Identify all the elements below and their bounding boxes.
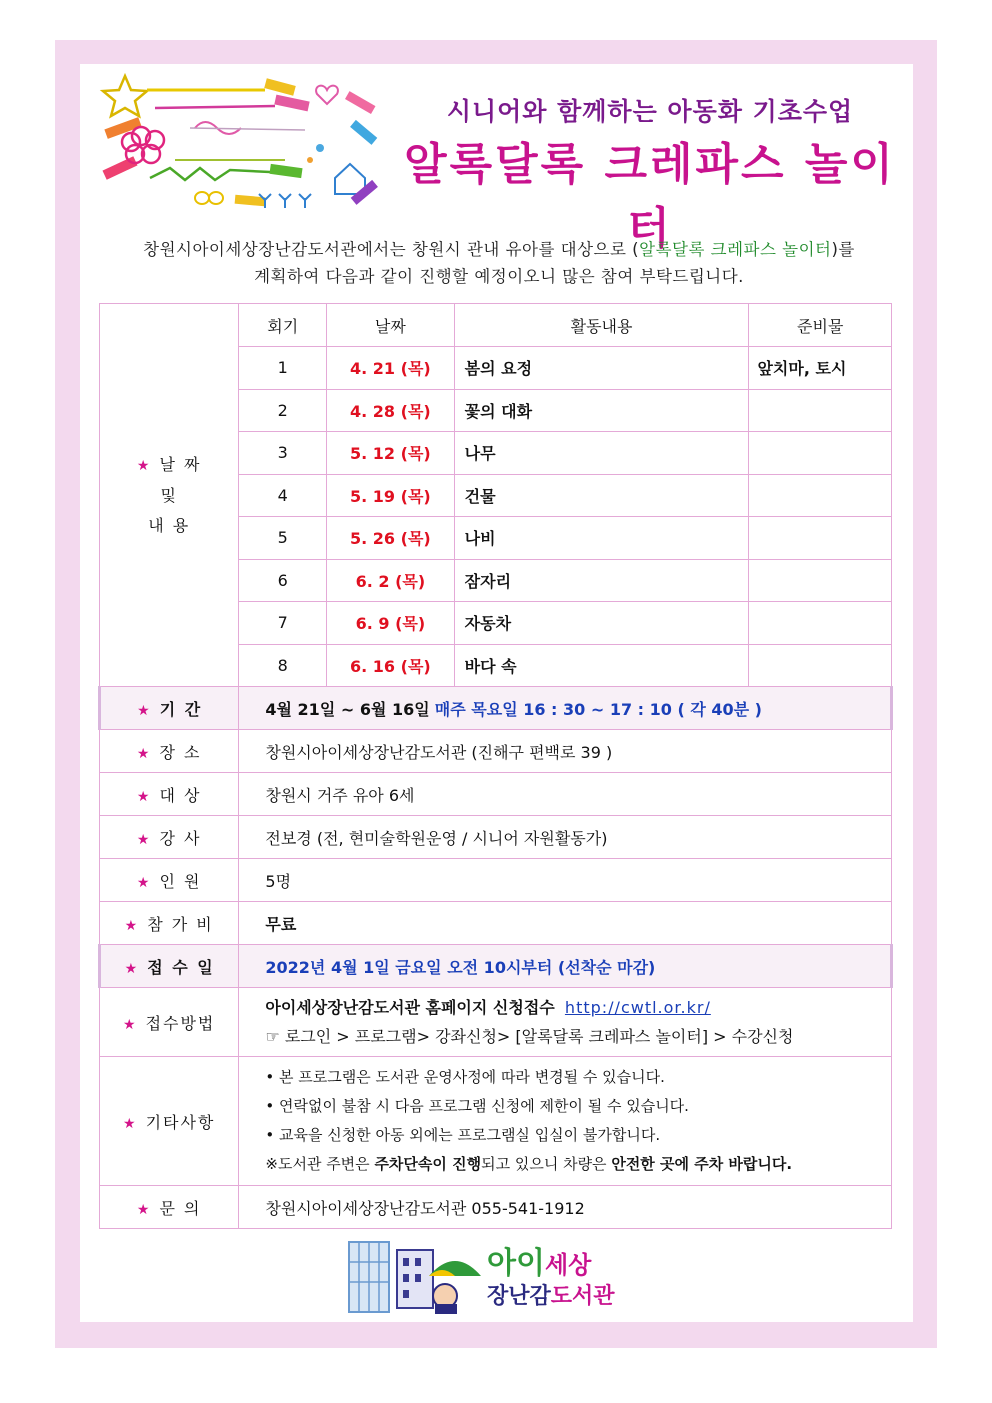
schedule-label-line1: 날 짜 (159, 454, 202, 474)
logo-text-library: 도서관 (550, 1284, 615, 1309)
method-label-cell (100, 988, 239, 1057)
list-item: • 연락없이 불참 시 다음 프로그램 신청에 제한이 될 수 있습니다. (265, 1097, 689, 1115)
target-label-cell (100, 773, 239, 816)
program-info-table (98, 303, 893, 1229)
capacity-label-cell (100, 859, 239, 902)
session-number: 5 (239, 517, 327, 560)
period-time: 매주 목요일 16 : 30 ~ 17 : 10 ( 각 40분 ) (434, 699, 762, 719)
star-icon: ★ (136, 745, 152, 762)
session-prep (749, 389, 892, 432)
parking-text-b: 주차단속이 진행 (374, 1155, 482, 1173)
star-icon: ★ (136, 831, 152, 848)
session-prep (749, 644, 892, 687)
star-icon: ★ (136, 874, 152, 891)
session-number: 6 (239, 559, 327, 602)
list-item: • 본 프로그램은 도서관 운영사정에 따라 변경될 수 있습니다. (265, 1068, 665, 1086)
fee-value: 무료 (239, 902, 892, 945)
schedule-label-cell (100, 304, 239, 687)
session-activity: 자동차 (454, 602, 749, 645)
session-activity: 봄의 요정 (454, 347, 749, 390)
method-line1: 아이세상장난감도서관 홈페이지 신청접수 (265, 998, 555, 1017)
session-date: 5. 12 (목) (327, 432, 455, 475)
session-activity: 꽃의 대화 (454, 389, 749, 432)
session-prep (749, 517, 892, 560)
method-line2: ☞ 로그인 > 프로그램> 강좌신청> [알록달록 크레파스 놀이터] > 수강신청 (265, 1027, 794, 1046)
instructor-value: 전보경 (전, 현미술학원운영 / 시니어 자원활동가) (239, 816, 892, 859)
reception-label: 접 수 일 (147, 957, 215, 977)
notes-value-cell (239, 1057, 892, 1186)
session-activity: 바다 속 (454, 644, 749, 687)
session-number: 8 (239, 644, 327, 687)
list-item: • 교육을 신청한 아동 외에는 프로그램실 입실이 불가합니다. (265, 1126, 661, 1144)
place-value: 창원시아이세상장난감도서관 (진해구 편백로 39 ) (239, 730, 892, 773)
logo-wordmark-top (487, 1238, 591, 1282)
intro-text-line2: 계획하여 다음과 같이 진행할 예정이오니 많은 참여 부탁드립니다. (254, 267, 744, 286)
period-row (100, 687, 892, 730)
session-number: 4 (239, 474, 327, 517)
instructor-row (100, 816, 892, 859)
method-row (100, 988, 892, 1057)
contact-row (100, 1186, 892, 1229)
star-icon: ★ (123, 1115, 138, 1132)
place-label: 장 소 (159, 742, 202, 762)
header-prep: 준비물 (749, 304, 892, 347)
star-icon: ★ (137, 702, 152, 719)
notes-label-cell (100, 1057, 239, 1186)
parking-text-a: ※도서관 주변은 (265, 1155, 375, 1173)
header-activity: 활동내용 (454, 304, 749, 347)
header-date: 날짜 (327, 304, 455, 347)
session-prep (749, 602, 892, 645)
contact-label-cell (100, 1186, 239, 1229)
session-prep: 앞치마, 토시 (749, 347, 892, 390)
parking-text-d: 안전한 곳에 주차 바랍니다. (611, 1155, 793, 1173)
intro-paragraph (100, 236, 898, 290)
period-label: 기 간 (159, 699, 203, 719)
session-date: 6. 2 (목) (327, 559, 455, 602)
fee-row (100, 902, 892, 945)
method-label: 접수방법 (145, 1013, 216, 1033)
session-number: 3 (239, 432, 327, 475)
capacity-label: 인 원 (159, 871, 202, 891)
session-activity: 잠자리 (454, 559, 749, 602)
reception-label-cell (100, 945, 239, 988)
session-date: 5. 26 (목) (327, 517, 455, 560)
method-value-cell (239, 988, 892, 1057)
session-activity: 건물 (454, 474, 749, 517)
session-activity: 나무 (454, 432, 749, 475)
place-label-cell (100, 730, 239, 773)
intro-text-start: 창원시아이세상장난감도서관에서는 창원시 관내 유아를 대상으로 ( (143, 240, 640, 259)
instructor-label-cell (100, 816, 239, 859)
intro-program-name: 알록달록 크레파스 놀이터 (639, 240, 832, 259)
capacity-row (100, 859, 892, 902)
session-date: 4. 21 (목) (327, 347, 455, 390)
parking-text-c: 되고 있으니 차량은 (481, 1155, 612, 1173)
instructor-label: 강 사 (159, 828, 202, 848)
star-icon: ★ (124, 917, 140, 934)
logo-text-sesang: 세상 (544, 1251, 592, 1279)
session-prep (749, 474, 892, 517)
target-row (100, 773, 892, 816)
target-value: 창원시 거주 유아 6세 (239, 773, 892, 816)
period-label-cell (100, 687, 239, 730)
logo-wordmark-bottom (487, 1279, 615, 1310)
poster-subtitle: 시니어와 함께하는 아동화 기초수업 (446, 97, 854, 126)
period-value-cell (239, 687, 892, 730)
header-session: 회기 (239, 304, 327, 347)
reception-value: 2022년 4월 1일 금요일 오전 10시부터 (선착순 마감) (239, 945, 892, 988)
place-row (100, 730, 892, 773)
session-date: 5. 19 (목) (327, 474, 455, 517)
star-icon: ★ (136, 457, 152, 474)
schedule-label-line2: 및 (160, 485, 178, 505)
contact-value: 창원시아이세상장난감도서관 055-541-1912 (239, 1186, 892, 1229)
intro-text-end: )를 (831, 240, 855, 259)
session-number: 1 (239, 347, 327, 390)
session-number: 2 (239, 389, 327, 432)
capacity-value: 5명 (239, 859, 892, 902)
crayon-banner-illustration (95, 68, 380, 216)
homepage-link[interactable]: http://cwtl.or.kr/ (564, 998, 711, 1017)
target-label: 대 상 (159, 785, 202, 805)
notes-row (100, 1057, 892, 1186)
period-dates: 4월 21일 ~ 6월 16일 (265, 699, 430, 719)
session-date: 4. 28 (목) (327, 389, 455, 432)
logo-text-toy: 장난감 (487, 1284, 551, 1309)
star-icon: ★ (136, 788, 152, 805)
poster-title: 알록달록 크레파스 놀이터 (404, 139, 896, 254)
session-prep (749, 559, 892, 602)
session-prep (749, 432, 892, 475)
fee-label: 참 가 비 (147, 914, 214, 934)
notes-label: 기타사항 (145, 1112, 216, 1132)
session-number: 7 (239, 602, 327, 645)
fee-label-cell (100, 902, 239, 945)
schedule-header-row (100, 304, 892, 347)
star-icon: ★ (124, 960, 140, 977)
schedule-label-line3: 내 용 (148, 515, 191, 535)
session-activity: 나비 (454, 517, 749, 560)
star-icon: ★ (123, 1016, 138, 1033)
contact-label: 문 의 (159, 1198, 202, 1218)
parking-notice (265, 1150, 891, 1179)
logo-text-ai: 아이 (487, 1246, 545, 1281)
reception-row (100, 945, 892, 988)
session-date: 6. 9 (목) (327, 602, 455, 645)
star-icon: ★ (136, 1201, 152, 1218)
session-date: 6. 16 (목) (327, 644, 455, 687)
